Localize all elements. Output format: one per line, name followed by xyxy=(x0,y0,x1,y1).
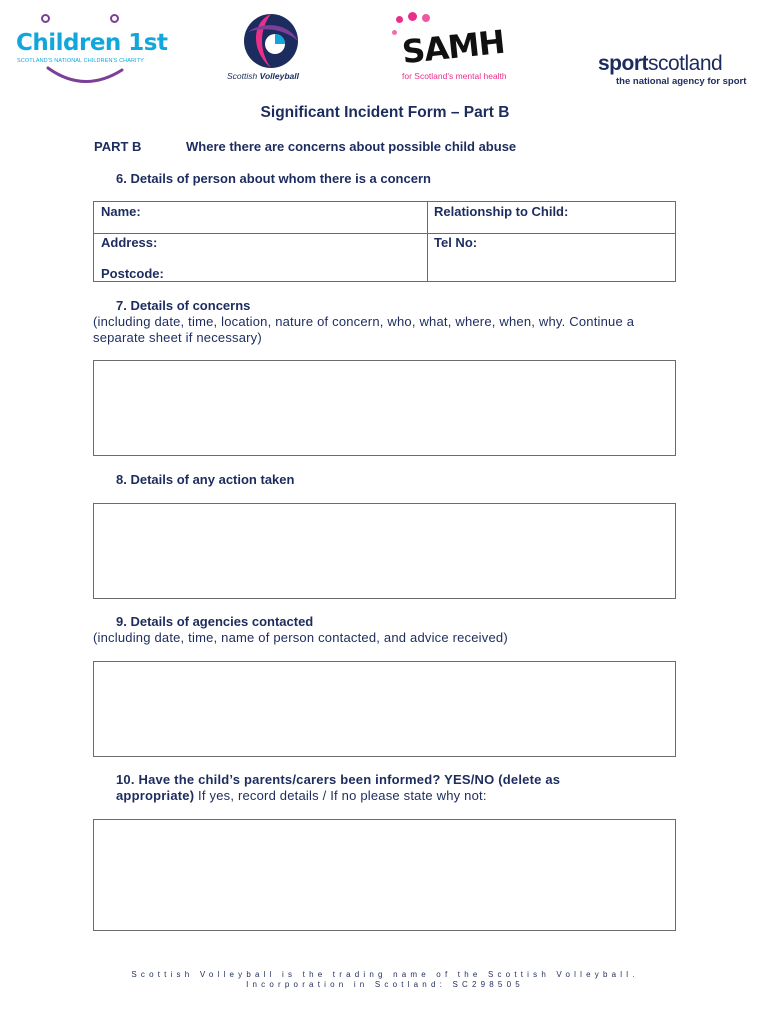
sportscotland-name xyxy=(598,52,722,76)
volleyball-caption-bold: Volleyball xyxy=(259,71,299,81)
samh-dot-icon xyxy=(392,30,397,35)
volleyball-caption xyxy=(227,71,299,81)
samh-dot-icon xyxy=(396,16,403,23)
name-field-label: Name: xyxy=(101,204,141,219)
section-6-heading: 6. Details of person about whom there is a concern xyxy=(116,171,431,186)
part-label: PART B xyxy=(94,139,142,154)
footer-line-2: Incorporation in Scotland: SC298505 xyxy=(246,980,524,989)
parents-informed-box[interactable] xyxy=(93,819,676,931)
scottish-volleyball-logo xyxy=(222,12,332,84)
sportscotland-logo xyxy=(598,52,758,92)
logo-dot-icon xyxy=(110,14,119,23)
person-details-table xyxy=(93,201,676,282)
sportscotland-name-regular: scotland xyxy=(648,52,723,75)
smile-icon xyxy=(44,64,126,86)
children-1st-tagline: SCOTLAND'S NATIONAL CHILDREN'S CHARITY xyxy=(17,58,144,64)
footer-line-1: Scottish Volleyball is the trading name of the Scottish Volleyball. xyxy=(131,970,639,979)
relationship-field-label: Relationship to Child: xyxy=(434,204,569,219)
samh-dot-icon xyxy=(408,12,417,21)
samh-logo xyxy=(388,10,518,84)
section-10-instruction: If yes, record details / If no please state why not: xyxy=(194,788,487,803)
concerns-details-box[interactable] xyxy=(93,360,676,456)
samh-dot-icon xyxy=(422,14,430,22)
table-divider xyxy=(94,233,675,234)
section-9-heading: 9. Details of agencies contacted xyxy=(116,614,314,629)
section-10-heading xyxy=(116,772,636,804)
samh-tagline: for Scotland's mental health xyxy=(402,71,507,81)
part-description: Where there are concerns about possible child abuse xyxy=(186,139,517,154)
address-field-label: Address: xyxy=(101,235,158,250)
volleyball-caption-prefix: Scottish xyxy=(227,71,260,81)
logo-dot-icon xyxy=(41,14,50,23)
form-title: Significant Incident Form – Part B xyxy=(260,104,510,121)
section-7-heading: 7. Details of concerns xyxy=(116,298,251,313)
samh-name: SAMH xyxy=(400,22,507,72)
section-7-note: (including date, time, location, nature of concern, who, what, where, when, why. Continue a separate sheet if necessary) xyxy=(93,314,635,345)
section-8-heading: 8. Details of any action taken xyxy=(116,472,295,487)
children-1st-logo xyxy=(14,12,168,84)
footer xyxy=(0,970,770,990)
section-9-note: (including date, time, name of person contacted, and advice received) xyxy=(93,630,508,645)
children-1st-name: Children 1st xyxy=(16,30,168,56)
agencies-contacted-box[interactable] xyxy=(93,661,676,757)
sportscotland-tagline: the national agency for sport xyxy=(616,76,747,87)
action-taken-box[interactable] xyxy=(93,503,676,599)
table-divider xyxy=(427,202,428,281)
sportscotland-name-bold: sport xyxy=(598,52,648,75)
section-10-question: 10. Have the child’s parents/carers been informed? YES/NO (delete as appropriate) xyxy=(116,772,561,803)
tel-field-label: Tel No: xyxy=(434,235,478,250)
volleyball-icon xyxy=(242,12,300,70)
postcode-field-label: Postcode: xyxy=(101,266,164,281)
